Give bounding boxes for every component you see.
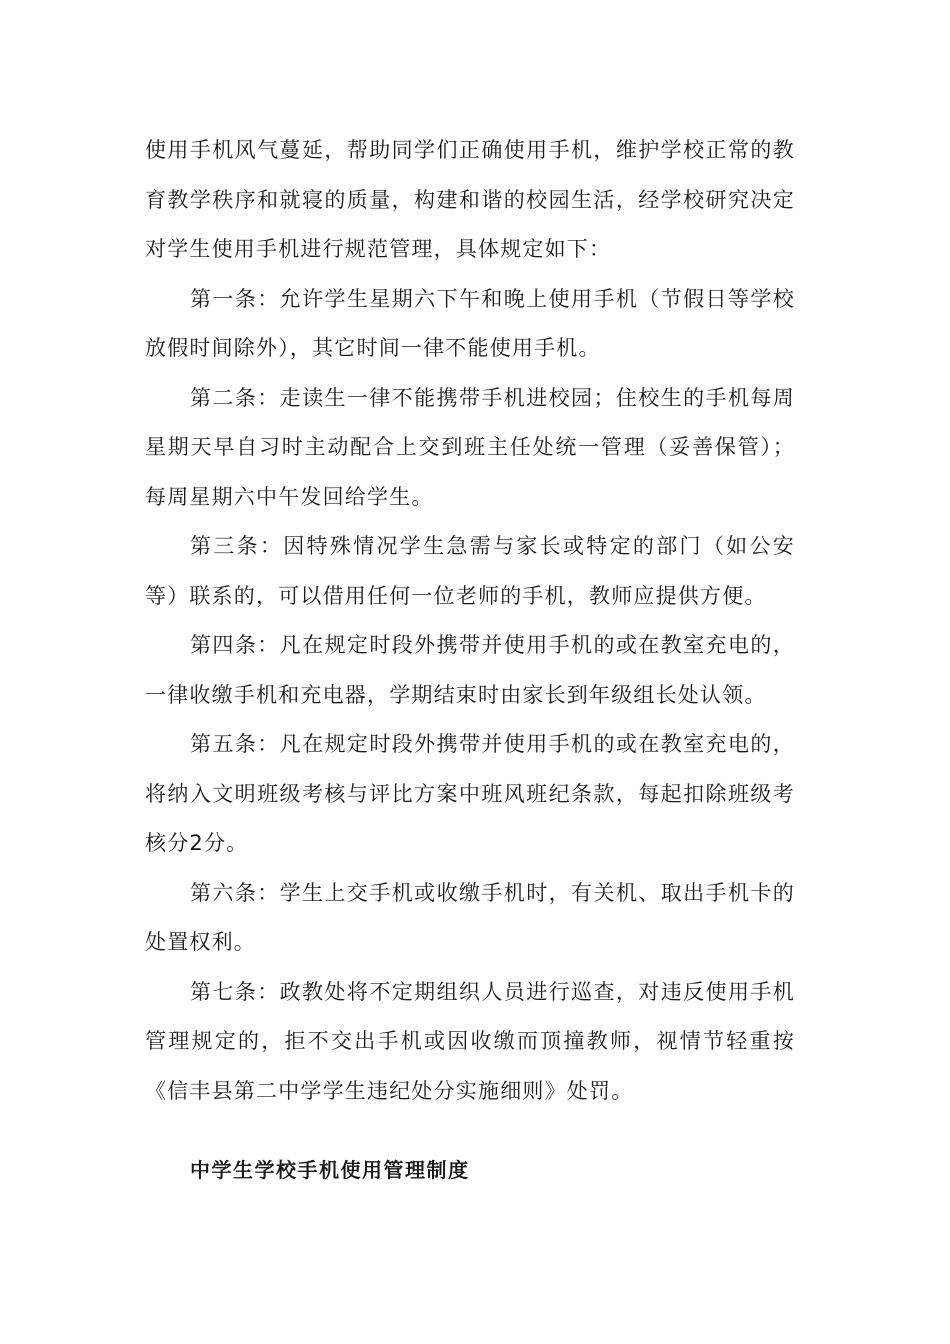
article-7: 第七条：政教处将不定期组织人员进行巡查，对违反使用手机管理规定的，拒不交出手机或因收缴而顶撞教师，视情节轻重按《信丰县第二中学学生违纪处分实施细则》处罚。: [145, 979, 795, 1103]
intro-paragraph: 使用手机风气蔓延，帮助同学们正确使用手机，维护学校正常的教育教学秩序和就寝的质量，构建和谐的校园生活，经学校研究决定对学生使用手机进行规范管理，具体规定如下：: [145, 138, 795, 261]
article-1: 第一条：允许学生星期六下午和晚上使用手机（节假日等学校放假时间除外），其它时间一律不能使用手机。: [145, 286, 795, 360]
article-2: 第二条：走读生一律不能携带手机进校园；住校生的手机每周星期天早自习时主动配合上交到班主任处统一管理（妥善保管）；每周星期六中午发回给学生。: [145, 385, 795, 509]
article-6: 第六条：学生上交手机或收缴手机时，有关机、取出手机卡的处置权利。: [145, 880, 795, 954]
document-body: [145, 126, 795, 1196]
article-3: 第三条：因特殊情况学生急需与家长或特定的部门（如公安等）联系的，可以借用任何一位老师的手机，教师应提供方便。: [145, 534, 795, 608]
article-5: 第五条：凡在规定时段外携带并使用手机的或在教室充电的，将纳入文明班级考核与评比方案中班风班纪条款，每起扣除班级考核分2分。: [145, 732, 795, 855]
article-4: 第四条：凡在规定时段外携带并使用手机的或在教室充电的，一律收缴手机和充电器，学期结束时由家长到年级组长处认领。: [145, 633, 795, 707]
section-heading: 中学生学校手机使用管理制度: [190, 1158, 470, 1182]
